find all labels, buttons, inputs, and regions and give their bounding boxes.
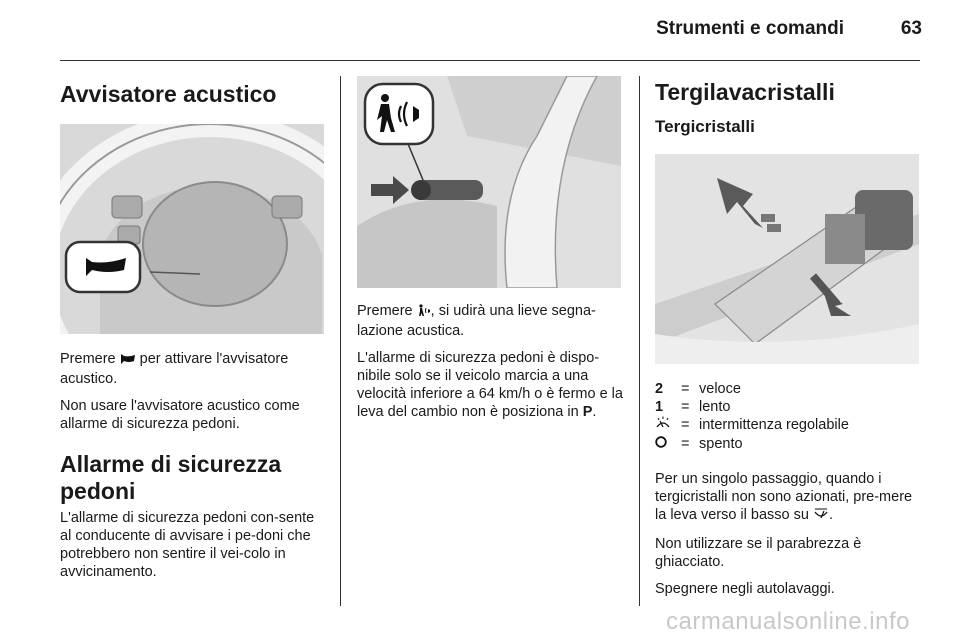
single-wipe-icon (813, 508, 829, 526)
legend-eq: = (681, 381, 690, 397)
legend-text-fast: veloce (699, 381, 741, 397)
legend-text-slow: lento (699, 399, 731, 415)
pedestrian-alert-description: L'allarme di sicurezza pedoni con-sente al conducente di avvisare i pe-doni che potrebbero non sentire il vei-colo in avvicinamento. (60, 510, 315, 580)
header-title: Strumenti e comandi (656, 18, 844, 39)
section-title-pedestrian-alert: Allarme di sicurezza pedoni (60, 451, 282, 504)
icy-windscreen-warning: Non utilizzare se il parabrezza è ghiacciato. (655, 536, 862, 570)
pedestrian-alert-illustration (357, 76, 621, 288)
pedestrian-alert-figure (357, 76, 621, 288)
car-wash-note: Spegnere negli autolavaggi. (655, 581, 835, 597)
pedestrian-alert-availability: L'allarme di sicurezza pedoni è dispo-nibile solo se il veicolo marcia a una velocità inferiore a 64 km/h o è fermo e la leva del cambio non è posiziona in P. (357, 350, 623, 420)
horn-warning: Non usare l'avvisatore acustico come allarme di sicurezza pedoni. (60, 398, 300, 432)
steering-wheel-figure (60, 124, 324, 334)
legend-eq: = (681, 436, 690, 452)
wiper-lever-figure (655, 154, 919, 364)
pedestrian-alert-icon (417, 304, 431, 322)
subsection-title-wipers: Tergicristalli (655, 117, 755, 136)
section-title-wipers: Tergilavacristalli (655, 79, 835, 105)
intermittent-wiper-icon (655, 416, 681, 435)
column-divider-1 (340, 76, 341, 606)
pedestrian-alert-instruction: Premere , si udirà una lieve segna-lazione acustica. (357, 303, 596, 339)
wiper-legend (655, 380, 921, 454)
legend-eq: = (681, 399, 690, 415)
horn-instruction: Premere per attivare l'avvisatore acustico. (60, 351, 289, 387)
off-circle-icon (655, 435, 681, 454)
legend-text-off: spento (699, 436, 743, 452)
page-number: 63 (900, 18, 922, 39)
wiper-lever-illustration (655, 154, 919, 364)
column-divider-2 (639, 76, 640, 606)
legend-eq: = (681, 417, 690, 433)
watermark: carmanualsonline.info (666, 608, 910, 635)
legend-key-fast: 2 (655, 381, 664, 397)
legend-text-intermittent: intermittenza regolabile (699, 417, 849, 433)
section-title-horn: Avvisatore acustico (60, 81, 277, 107)
right-column (655, 72, 921, 607)
steering-wheel-illustration (60, 124, 324, 334)
legend-key-slow: 1 (655, 399, 664, 415)
header-rule (60, 60, 920, 61)
single-wipe-instruction: Per un singolo passaggio, quando i tergicristalli non sono azionati, pre-mere la leva verso il basso su . (655, 470, 921, 526)
left-column (60, 72, 326, 590)
middle-column (357, 72, 623, 430)
horn-icon (120, 352, 136, 370)
